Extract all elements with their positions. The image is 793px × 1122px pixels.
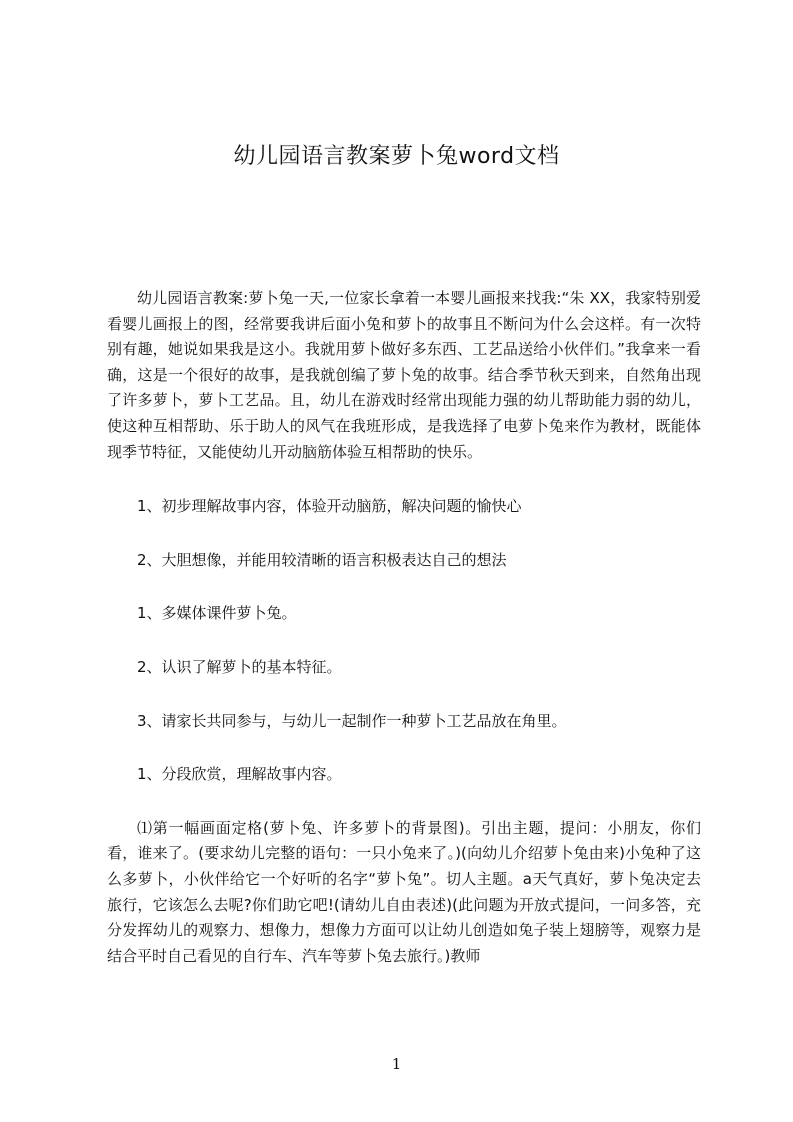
page-number: 1 <box>391 1055 402 1073</box>
list-item: 1、分段欣赏，理解故事内容。 <box>137 765 342 784</box>
list-item: 1、初步理解故事内容，体验开动脑筋，解决问题的愉快心 <box>137 497 522 516</box>
list-item: 2、认识了解萝卜的基本特征。 <box>137 657 342 676</box>
list-item: 3、请家长共同参与，与幼儿一起制作一种萝卜工艺品放在角里。 <box>137 711 567 730</box>
document-body <box>107 286 701 969</box>
final-paragraph: ⑴第一幅画面定格(萝卜兔、许多萝卜的背景图)。引出主题，提问：小朋友，你们看，谁来了。(要求幼儿完整的语句：一只小兔来了。)(向幼儿介绍萝卜兔由来)小兔种了这么多萝卜，小伙伴给它一个好听的名字“萝卜兔”。切人主题。a天气真好，萝卜兔决定去旅行，它该怎么去呢?你们助它吧!(请幼儿自由表述)(此问题为开放式提问，一问多答，充分发挥幼儿的观察力、想像力，想像力方面可以让幼儿创造如兔子装上翅膀等，观察力是结合平时自己看见的自行车、汽车等萝卜兔去旅行。)教师 <box>107 818 701 965</box>
document-title: 幼儿园语言教案萝卜兔word文档 <box>233 144 560 169</box>
intro-paragraph: 幼儿园语言教案:萝卜兔一天,一位家长拿着一本婴儿画报来找我:“朱 XX，我家特别爱看婴儿画报上的图，经常要我讲后面小兔和萝卜的故事且不断问为什么会这样。有一次特别有趣，她说如果我是这小。我就用萝卜做好多东西、工艺品送给小伙伴们。”我拿来一看确，这是一个很好的故事，是我就创编了萝卜兔的故事。结合季节秋天到来，自然角出现了许多萝卜，萝卜工艺品。且，幼儿在游戏时经常出现能力强的幼儿帮助能力弱的幼儿，使这种互相帮助、乐于助人的风气在我班形成，是我选择了电萝卜兔来作为教材，既能体现季节特征，又能使幼儿开动脑筋体验互相帮助的快乐。 <box>107 289 701 461</box>
list-item: 2、大胆想像，并能用较清晰的语言积极表达自己的想法 <box>137 550 507 569</box>
list-item: 1、多媒体课件萝卜兔。 <box>137 604 297 623</box>
